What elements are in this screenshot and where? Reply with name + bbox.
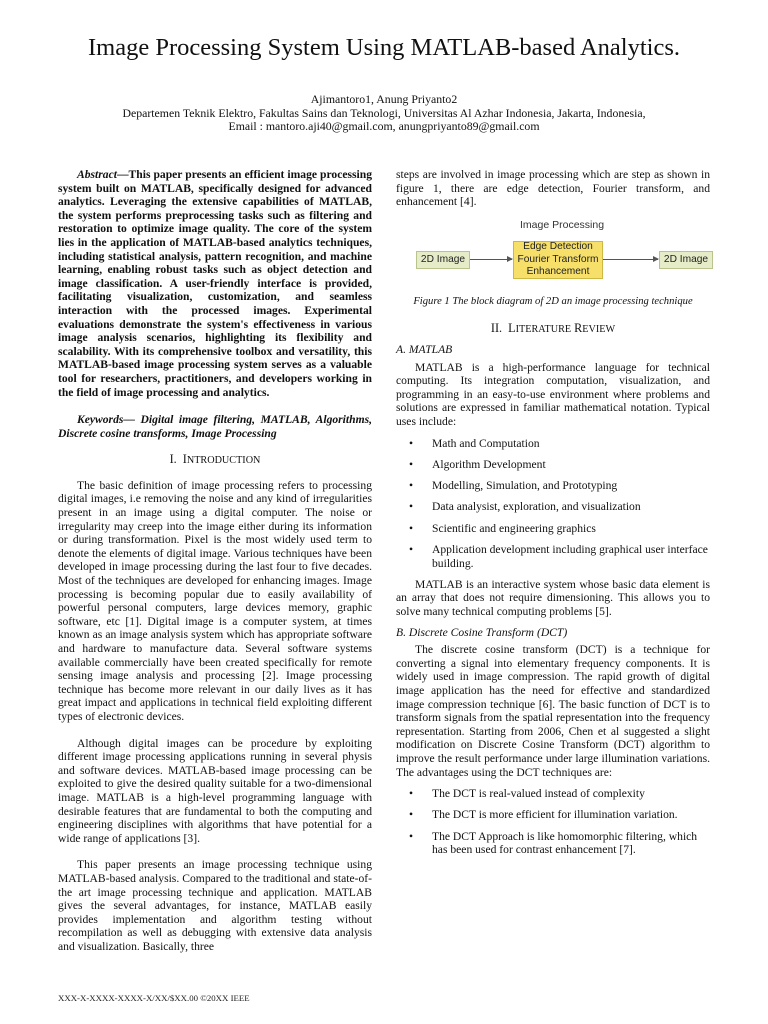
right-column: [396, 168, 710, 865]
intro-paragraph-1: The basic definition of image processing refers to processing digital images, i.e removing the noise and any kind of irregularities present in an image using a digital computer. The noise or irregularity may creep into the image either during its information or during transformation. Pixel is the most widely used term to denote the elements of digital image. Various techniques have been developed in image processing during the last four to five decades. Most of the techniques are developed for enhancing images. Image processing is becoming popular due to easily availability of powerful personal computers, large devices memory, graphic software, etc [1]. Digital image is a computer system, at times known as an image analysis system which has appropriate software and hardware to manufacture data. Several software systems available commercially have been created specifically for remote sensing image analysis and processing [2]. Image processing technique has become more relevant in our daily lives as it has great impact and applications in technical field exploiting different types of electronic devices.: [58, 478, 372, 723]
bullet-icon: •: [409, 521, 414, 535]
matlab-uses-list: [396, 437, 710, 571]
bullet-icon: •: [409, 829, 414, 843]
bullet-icon: •: [409, 787, 414, 801]
diagram-title: Image Processing: [520, 218, 605, 231]
intro-paragraph-2: Although digital images can be procedure by exploiting different image processing applications running in several physis and software devices. MATLAB-based image processing can be exploited to give the desired quality suitable for a two-dimensional image. MATLAB is a high-level programming language with desirable features that are fundamental to both the computing and engineering disciplines with algorithms that have potential for a wide range of applications [3].: [58, 736, 372, 845]
section-number: II.: [490, 321, 503, 336]
list-item: • Modelling, Simulation, and Prototyping: [409, 479, 618, 493]
heading-initial: L: [508, 321, 516, 336]
list-item: • The DCT is real-valued instead of complexity: [409, 787, 645, 801]
list-item: • The DCT Approach is like homomorphic filtering, which has been used for contrast enhancement [7].: [409, 829, 698, 857]
figure-caption: Figure 1 The block diagram of 2D an image processing technique: [413, 295, 693, 307]
bullet-icon: •: [409, 436, 414, 450]
bullet-icon: •: [409, 542, 414, 556]
intro-continuation: steps are involved in image processing which are step as shown in figure 1, there are edge detection, Fourier transform, and enhancement [4].: [396, 168, 710, 209]
heading-initial: I: [182, 452, 187, 467]
copyright-footer: XXX-X-XXXX-XXXX-X/XX/$XX.00 ©20XX IEEE: [58, 993, 250, 1003]
author-affiliation: Departemen Teknik Elektro, Fakultas Sains dan Teknologi, Universitas Al Azhar Indonesia, Jakarta, Indonesia,: [122, 105, 646, 120]
list-item: • Scientific and engineering graphics: [409, 521, 596, 535]
processing-step-2: Fourier Transform: [517, 253, 599, 265]
keywords: Keywords— Digital image filtering, MATLAB, Algorithms, Discrete cosine transforms, Image Processing: [58, 413, 372, 440]
arrow-input-to-process: [470, 259, 512, 260]
heading-initial: R: [574, 321, 583, 336]
matlab-paragraph-2: MATLAB is an interactive system whose basic data element is an array that does not require dimensioning. This allows you to solve many technical computing problems [5].: [396, 577, 710, 618]
dct-paragraph-1: The discrete cosine transform (DCT) is a technique for converting a signal into elementary frequency components. It is widely used in image compression. The rapid growth of digital image application has the need for effective and standardized image compression technique [6]. The basic function of DCT is to transform signals from the spatial representation into the frequency representation. Starting from 2006, Chen et al suggested a slight modification on Discrete Cosine Transform (DCT) algorithm to improve the result performance under large illumination variations. The advantages using the DCT techniques are:: [396, 643, 710, 779]
processing-box: [513, 241, 603, 279]
section-number: I.: [169, 452, 177, 467]
bullet-icon: •: [409, 808, 414, 822]
output-2d-image-box: 2D Image: [659, 251, 713, 269]
heading-rest: ITERATURE: [515, 324, 572, 336]
list-item: • Algorithm Development: [409, 457, 546, 471]
matlab-paragraph-1: MATLAB is a high-performance language for technical computing. Its integration computation, visualization, and programming in an easy-to-use environment where problems and solutions are expressed in familiar mathematical notation. Typical uses include:: [396, 360, 710, 428]
author-email: Email : mantoro.aji40@gmail.com, anungpriyanto89@gmail.com: [228, 119, 540, 134]
bullet-icon: •: [409, 479, 414, 493]
input-2d-image-box: 2D Image: [416, 251, 470, 269]
abstract-lead: Abstract: [77, 168, 117, 181]
abstract-dash: —: [116, 168, 129, 181]
heading-rest: NTRODUCTION: [186, 455, 261, 467]
list-item: • Data analysist, exploration, and visualization: [409, 500, 641, 514]
list-item: • Application development including graphical user interface building.: [409, 542, 708, 570]
abstract-body: This paper presents an efficient image processing system built on MATLAB, specifically designed for advanced analytics. Leveraging the extensive capabilities of MATLAB, the system performs preprocessing tasks such as filtering and restoration to optimize image quality. The core of the system lies in the application of MATLAB-based analytics techniques, including statistical analysis, pattern recognition, and machine learning, enabling robust tasks such as object detection and image classification. A user-friendly interface is provided, facilitating visualization, customization, and seamless interaction with the processed images. Experimental evaluations demonstrate the system's effectiveness in various image analysis scenarios, highlighting its flexibility and scalability. With its comprehensive toolbox and versatility, this MATLAB-based image processing system serves as a valuable tool for researchers, practitioners, and developers working in the field of image processing and analytics.: [58, 168, 372, 399]
subsection-heading-matlab: A. MATLAB: [396, 342, 453, 356]
intro-paragraph-3: This paper presents an image processing technique using MATLAB-based analysis. Compared to the traditional and state-of-the art image processing technique and application. MATLAB gives the several advantages, for instance, MATLAB easily provides implementation and algorithm testing without recompilation as well as debugging with extensive data analysis and visualization. Basically, three: [58, 858, 372, 953]
dct-advantages-list: [396, 787, 710, 857]
heading-rest: EVIEW: [582, 324, 616, 336]
list-item: • The DCT is more efficient for illumination variation.: [409, 808, 678, 822]
bullet-icon: •: [409, 500, 414, 514]
processing-step-1: Edge Detection: [523, 241, 593, 253]
paper-title: Image Processing System Using MATLAB-based Analytics.: [87, 34, 681, 61]
bullet-icon: •: [409, 457, 414, 471]
section-heading-introduction: [58, 453, 372, 468]
subsection-heading-dct: B. Discrete Cosine Transform (DCT): [396, 625, 568, 639]
abstract: [58, 168, 372, 399]
processing-step-3: Enhancement: [526, 265, 590, 277]
block-diagram: [396, 215, 710, 285]
left-column: [58, 168, 372, 953]
section-heading-literature-review: [396, 322, 710, 337]
author-block: [0, 93, 768, 134]
list-item: • Math and Computation: [409, 436, 540, 450]
arrow-process-to-output: [603, 259, 658, 260]
author-names: Ajimantoro1, Anung Priyanto2: [310, 92, 458, 106]
